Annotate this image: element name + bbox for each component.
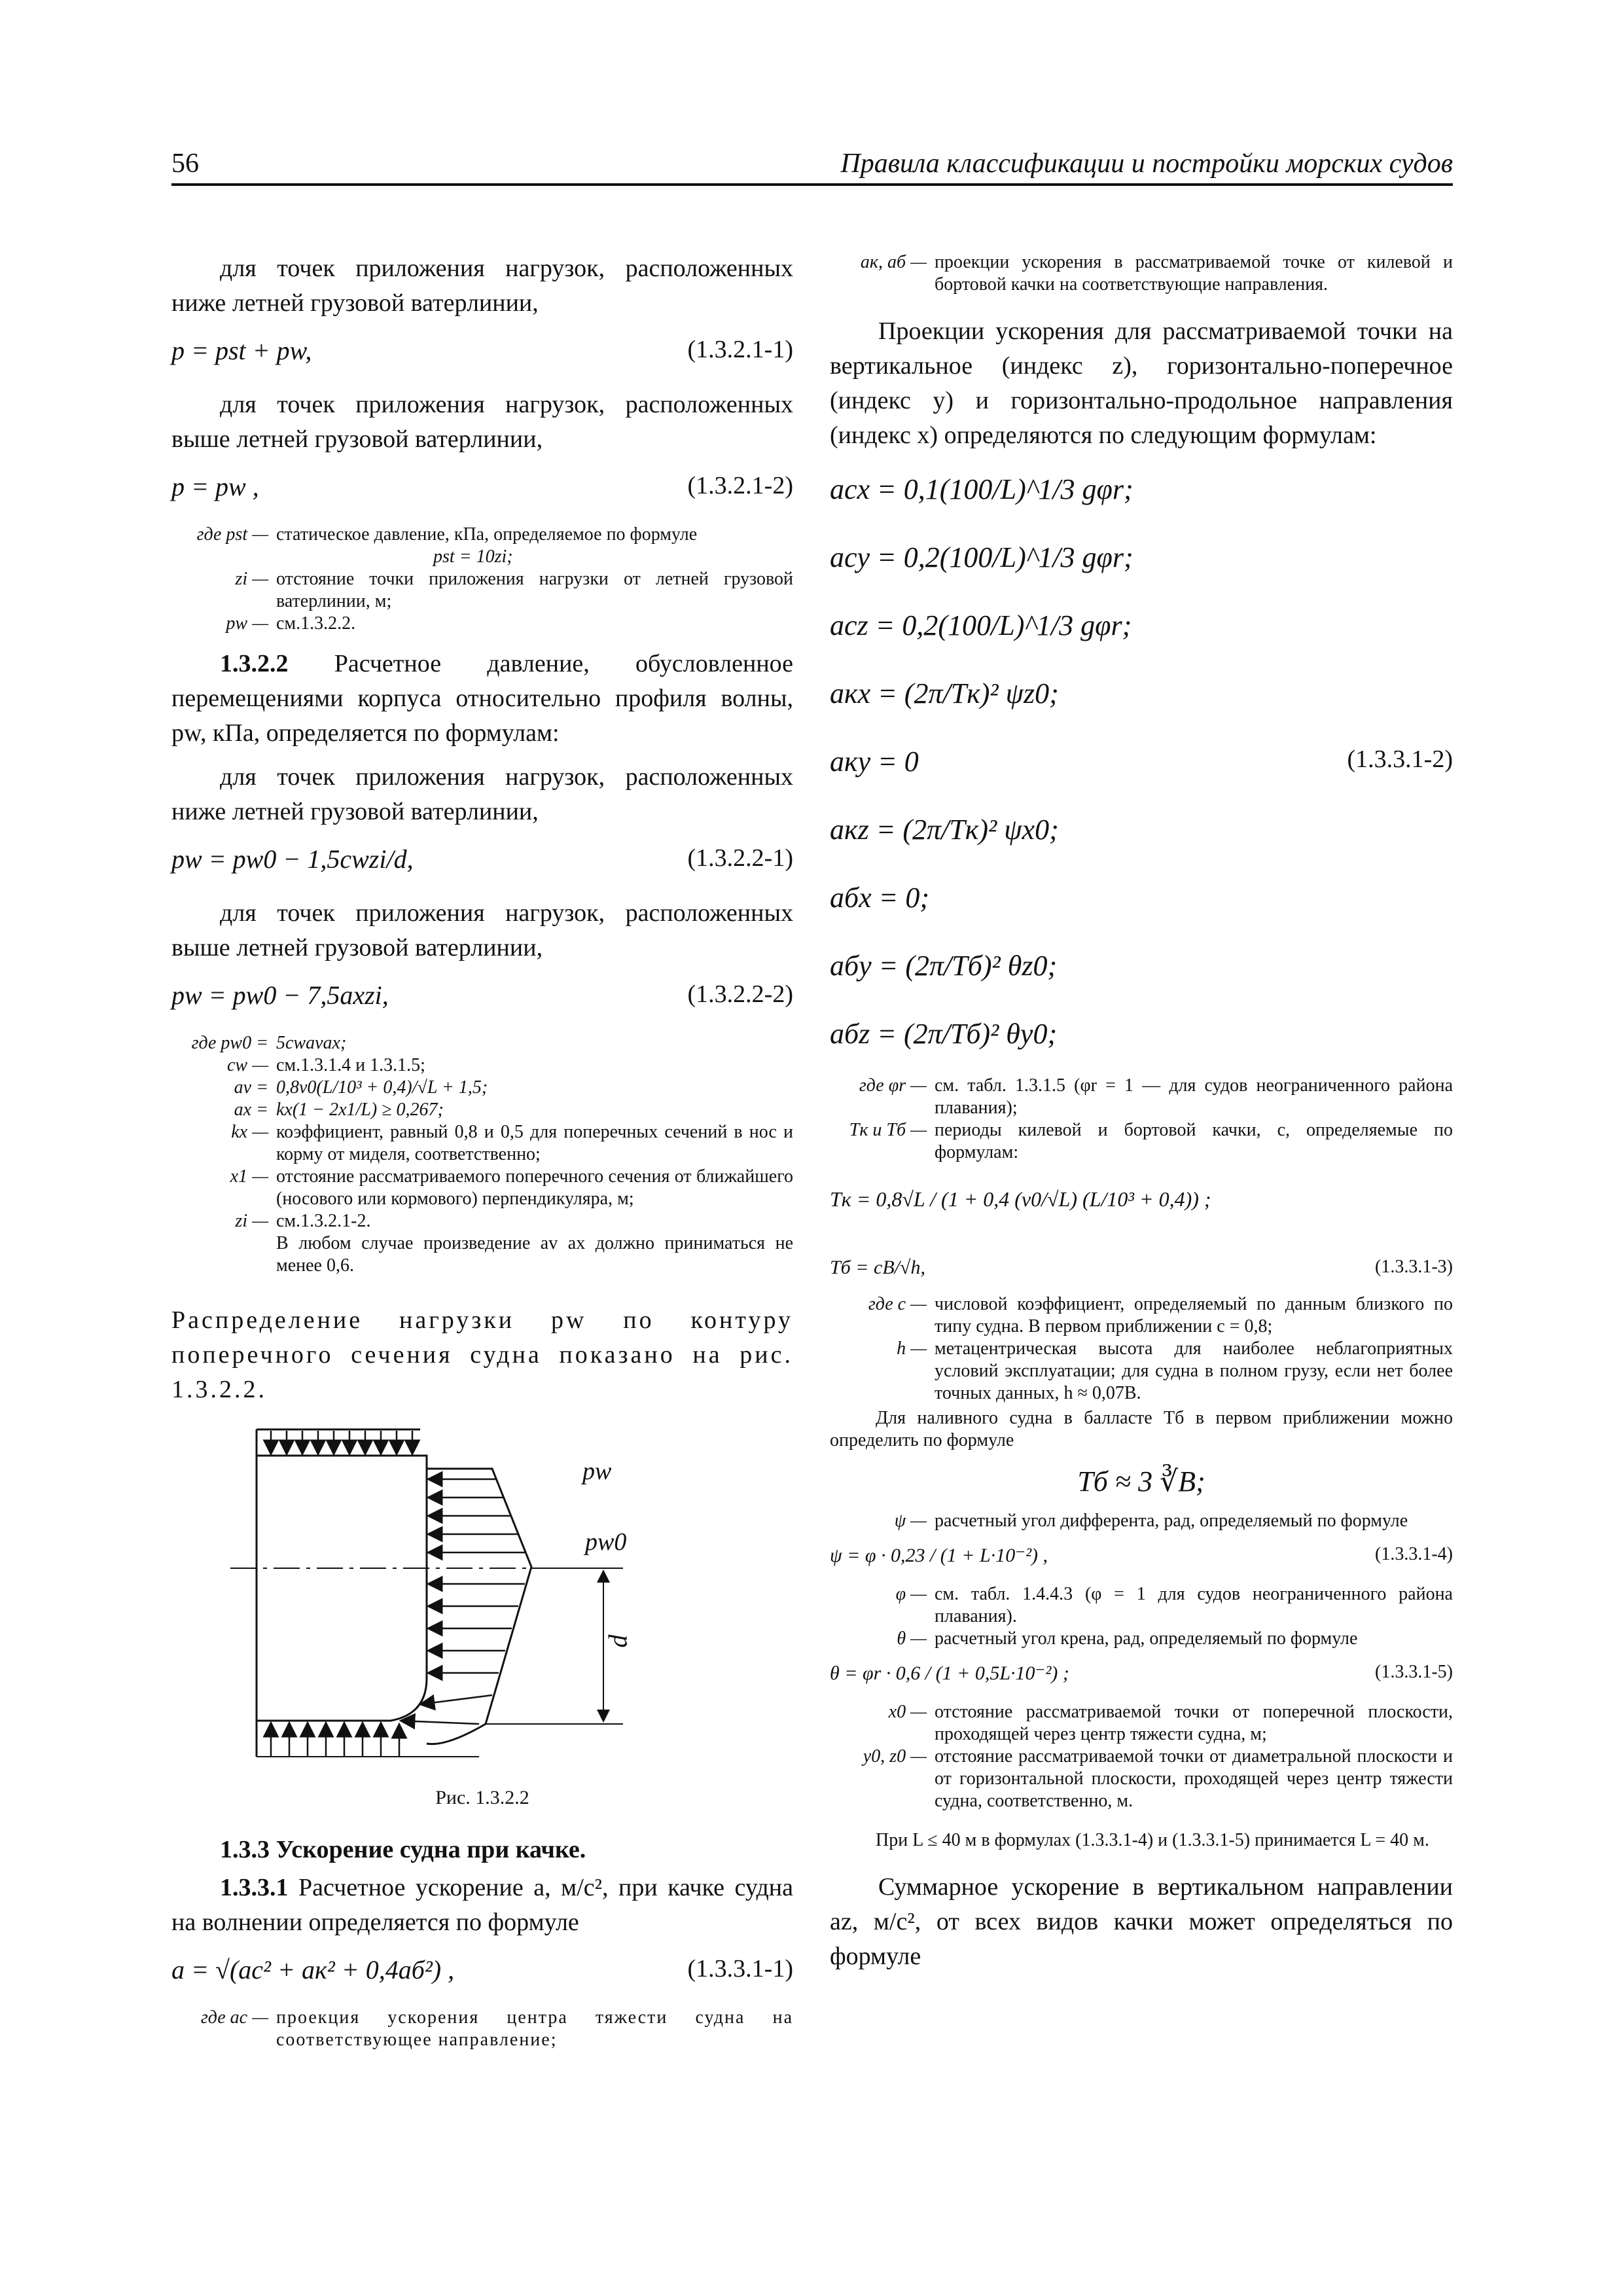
equation: aкy = 0 (1.3.3.1-2)	[830, 745, 1453, 778]
equation	[171, 838, 793, 886]
definitions-list	[830, 1075, 1453, 1164]
definition-item: zi — отстояние точки приложения нагрузки от летней грузовой ватерлинии, м;	[235, 569, 793, 611]
equation-formula: p = pw ,	[171, 472, 259, 501]
equation: acz = 0,2(100/L)^1/3 gφr;	[830, 609, 1132, 641]
equation-tb-ballast: Tб ≈ 3 ∛B;	[1077, 1465, 1205, 1498]
equation-number: (1.3.2.1-1)	[687, 336, 793, 363]
paragraph: для точек приложения нагрузок, расположенных выше летней грузовой ватерлинии,	[171, 391, 793, 453]
equation-formula: pw = pw0 − 1,5cwzi/d,	[171, 844, 414, 874]
equation-formula: pw = pw0 − 7,5axzi,	[171, 980, 389, 1010]
definition-item: где φr — см. табл. 1.3.1.5 (φr = 1 — для судов неограниченного района плавания);	[859, 1075, 1453, 1118]
definition-item: pst = 10zi;	[433, 547, 513, 567]
equation: aбz = (2π/Tб)² θy0;	[830, 1018, 1058, 1050]
equation: aкz = (2π/Tк)² ψx0;	[830, 814, 1059, 846]
definition-item: kx — коэффициент, равный 0,8 и 0,5 для поперечных сечений в нос и корму от миделя, соответственно;	[231, 1122, 793, 1164]
definition-item: av = 0,8v0(L/10³ + 0,4)/√L + 1,5;	[234, 1077, 488, 1098]
definition-item: где c — числовой коэффициент, определяемый по данным близкого по типу судна. В первом приближении c = 0,8;	[868, 1294, 1453, 1336]
definition-item: x1 — отстояние рассматриваемого поперечного сечения от ближайшего (носового или кормового) перпендикуляра, м;	[230, 1166, 793, 1209]
label-d: d	[603, 1634, 633, 1648]
definition-item: φ — см. табл. 1.4.4.3 (φ = 1 для судов неограниченного района плавания).	[895, 1584, 1453, 1626]
paragraph: для точек приложения нагрузок, расположенных выше летней грузовой ватерлинии,	[171, 899, 793, 961]
equation-tk: Tк = 0,8√L / (1 + 0,4 (v0/√L) (L/10³ + 0,4)) ;	[830, 1187, 1211, 1211]
definition-item: где pst — статическое давление, кПа, определяемое по формуле	[196, 524, 698, 545]
right-column	[830, 251, 1453, 1983]
definition-item: aк, aб — проекции ускорения в рассматриваемой точке от килевой и бортовой качки на соответствующие направления.	[860, 252, 1453, 295]
equation-number: (1.3.2.2-1)	[687, 844, 793, 872]
section-1-3-3-1: 1.3.3.1 Расчетное ускорение a, м/с², при качке судна на волнении определяется по формуле	[171, 1874, 793, 1936]
figure-caption: Рис. 1.3.2.2	[435, 1787, 529, 1808]
paragraph: Распределение нагрузки pw по контуру поперечного сечения судна показано на рис. 1.3.2.2.	[171, 1306, 793, 1403]
label-pw: pw	[582, 1458, 612, 1485]
section-1-3-2-2: 1.3.2.2 Расчетное давление, обусловленное перемещениями корпуса относительно профиля волны, pw, кПа, определяется по формулам:	[171, 650, 793, 747]
equation-number: (1.3.2.1-2)	[687, 472, 793, 499]
definition-item: zi — см.1.3.2.1-2.	[235, 1211, 371, 1231]
section-heading-1-3-3: 1.3.3 Ускорение судна при качке.	[220, 1836, 586, 1863]
equation-number: (1.3.3.1-1)	[687, 1955, 793, 1982]
equation-number: (1.3.3.1-2)	[1347, 745, 1453, 773]
definition-item: x0 — отстояние рассматриваемой точки от поперечной плоскости, проходящей через центр тяжести судна, м;	[888, 1702, 1453, 1744]
definition-item: y0, z0 — отстояние рассматриваемой точки от диаметральной плоскости и от горизонтальной плоскости, проходящей через центр тяжести судна, соответственно, м.	[863, 1746, 1453, 1811]
paragraph: для точек приложения нагрузок, расположенных ниже летней грузовой ватерлинии,	[171, 255, 793, 317]
page-number: 56	[171, 149, 199, 179]
equation: aкx = (2π/Tк)² ψz0;	[830, 677, 1059, 709]
equation: aбy = (2π/Tб)² θz0;	[830, 950, 1058, 982]
equation: aбx = 0;	[830, 882, 930, 914]
equation	[171, 330, 793, 377]
definition-item: ψ — расчетный угол дифферента, рад, определяемый по формуле	[894, 1511, 1408, 1531]
definitions-list	[171, 524, 793, 635]
paragraph: Суммарное ускорение в вертикальном направлении az, м/с², от всех видов качки может определяться по формуле	[830, 1873, 1453, 1970]
equation	[171, 975, 793, 1022]
load-diagram	[171, 1416, 793, 1783]
definition-item: pw — см.1.3.2.2.	[226, 613, 356, 634]
equation-formula: a = √(ac² + aк² + 0,4aб²) ,	[171, 1955, 455, 1984]
definitions-list	[830, 1293, 1453, 1405]
definition-item: cw — см.1.3.1.4 и 1.3.1.5;	[227, 1055, 425, 1075]
label-pw0: pw0	[585, 1528, 627, 1556]
paragraph: для точек приложения нагрузок, расположенных ниже летней грузовой ватерлинии,	[171, 763, 793, 825]
equation-formula: p = pst + pw,	[171, 336, 312, 365]
equation: Tб = cB/√h, (1.3.3.1-3)	[830, 1257, 1453, 1278]
paragraph: При L ≤ 40 м в формулах (1.3.3.1-4) и (1.3.3.1-5) принимается L = 40 м.	[876, 1830, 1429, 1850]
equation-number: (1.3.2.2-2)	[687, 980, 793, 1008]
definition-item: ax = kx(1 − 2x1/L) ≥ 0,267;	[234, 1100, 444, 1120]
definition-item: θ — расчетный угол крена, рад, определяемый по формуле	[897, 1628, 1358, 1649]
equation: θ = φr · 0,6 / (1 + 0,5L·10⁻²) ; (1.3.3.1-5)	[830, 1662, 1453, 1684]
paragraph: Для наливного судна в балласте Tб в первом приближении можно определить по формуле	[830, 1408, 1453, 1450]
definition-item: где ac — проекция ускорения центра тяжести судна на соответствующее направление;	[200, 2007, 793, 2050]
left-column	[171, 251, 793, 2051]
paragraph: Проекции ускорения для рассматриваемой точки на вертикальное (индекс z), горизонтально-поперечное (индекс y) и горизонтально-продольное направления (индекс x) определяются по следующим формулам:	[830, 317, 1453, 449]
figure-load-distribution	[171, 1416, 793, 1783]
equation	[171, 466, 793, 513]
running-title: Правила классификации и постройки морских судов	[840, 149, 1453, 179]
equation	[171, 1949, 793, 1996]
definition-item: где pw0 = 5cwavax;	[191, 1033, 347, 1053]
equation: acx = 0,1(100/L)^1/3 gφr;	[830, 473, 1133, 505]
definitions-list	[830, 1701, 1453, 1812]
equation: acy = 0,2(100/L)^1/3 gφr;	[830, 541, 1133, 573]
definition-item: h — метацентрическая высота для наиболее неблагоприятных условий эксплуатации; для судна в полном грузу, если нет более точных данных, h ≈ 0,07B.	[897, 1338, 1453, 1403]
page-header	[171, 144, 1453, 186]
definition-item: Tк и Tб — периоды килевой и бортовой качки, с, определяемые по формулам:	[849, 1120, 1453, 1162]
equation: ψ = φ · 0,23 / (1 + L·10⁻²) , (1.3.3.1-4)	[830, 1544, 1453, 1566]
definition-item: В любом случае произведение av ax должно приниматься не менее 0,6.	[276, 1233, 793, 1276]
definitions-list	[171, 1032, 793, 1277]
definitions-list	[830, 1583, 1453, 1650]
